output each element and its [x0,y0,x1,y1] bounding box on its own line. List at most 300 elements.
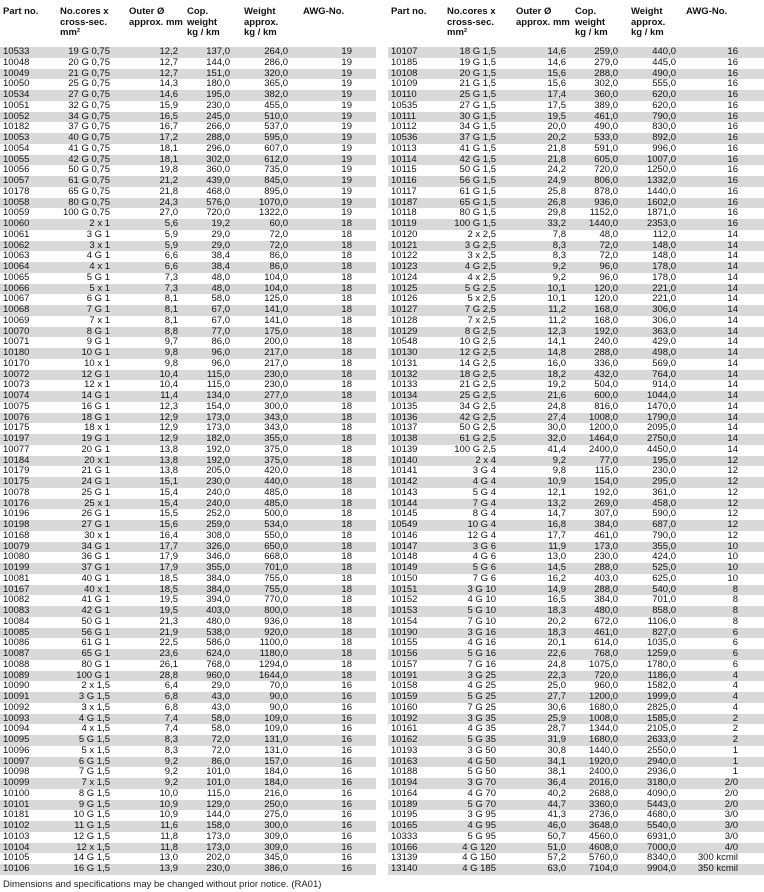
weight-cell: 141,0 [264,314,288,326]
cores-cell: 7 G 4 [472,497,496,509]
weight-cell: 1180,0 [259,648,288,659]
weight-cell: 4450,0 [646,443,676,455]
awg-cell: 19 [341,67,352,79]
cop-weight-cell: 1464,0 [588,433,618,444]
cores-cell: 21 G 0,75 [68,67,110,79]
cop-weight-cell: 288,0 [594,562,618,573]
weight-cell: 86,0 [269,261,288,272]
table-row [0,198,376,209]
cores-cell: 5 G 35 [467,734,496,745]
part-no-cell: 13140 [391,863,418,874]
cores-cell: 21 G 1,5 [459,78,496,90]
part-no-cell: 10120 [391,228,418,240]
cores-cell: 14 G 2,5 [459,357,496,369]
cop-weight-cell: 288,0 [594,67,618,79]
cores-cell: 65 G 1 [81,648,110,659]
part-no-cell: 10153 [391,605,418,616]
outer-diameter-cell: 57,2 [547,852,566,864]
awg-cell: 16 [727,132,738,143]
cop-weight-cell: 72,0 [599,250,618,262]
weight-cell: 550,0 [264,529,288,541]
cores-cell: 12 G 1 [81,368,110,380]
weight-cell: 537,0 [264,121,288,133]
cop-weight-cell: 1920,0 [588,755,618,767]
table-row [388,144,764,155]
cores-cell: 50 G 1,5 [459,164,496,176]
cores-cell: 5 G 1,5 [78,734,110,745]
cop-weight-cell: 173,0 [206,841,230,853]
cop-weight-cell: 2688,0 [588,787,618,799]
outer-diameter-cell: 24,9 [547,175,566,186]
cores-cell: 5 x 1,5 [81,744,110,756]
outer-diameter-cell: 12,7 [159,56,178,68]
part-no-cell: 10113 [391,142,417,154]
cop-weight-cell: 154,0 [594,476,618,487]
part-no-cell: 10067 [3,293,30,305]
awg-cell: 6 [732,648,738,659]
awg-cell: 14 [727,271,738,283]
table-row [388,810,764,821]
cores-cell: 7 G 16 [467,658,496,670]
cop-weight-cell: 48,0 [599,228,618,240]
cores-cell: 5 x 1 [89,282,110,294]
weight-cell: 355,0 [652,540,676,552]
weight-cell: 131,0 [264,744,288,756]
cores-cell: 61 G 1,5 [459,185,496,197]
cop-weight-cell: 960,0 [206,669,230,681]
table-row [388,477,764,488]
cop-weight-cell: 115,0 [206,379,230,391]
part-no-cell: 10131 [391,357,418,369]
cores-cell: 16 G 1,5 [73,863,110,874]
table-row [0,703,376,714]
table-row [0,520,376,531]
weight-cell: 2750,0 [646,433,676,444]
outer-diameter-cell: 21,3 [159,615,178,627]
awg-cell: 8 [732,594,738,606]
awg-cell: 16 [341,787,352,799]
cop-weight-cell: 144,0 [206,809,230,821]
cop-weight-cell: 279,0 [594,56,618,68]
weight-cell: 2550,0 [646,744,676,756]
part-no-cell: 10199 [3,562,30,573]
table-row [0,821,376,832]
cop-weight-cell: 58,0 [211,723,230,735]
cop-weight-cell: 245,0 [206,110,230,122]
table-row [0,359,376,370]
weight-cell: 221,0 [652,282,676,294]
outer-diameter-cell: 6,6 [164,261,178,272]
outer-diameter-cell: 25,0 [547,680,566,692]
outer-diameter-cell: 50,7 [547,830,566,842]
outer-diameter-cell: 6,8 [164,701,178,713]
table-row [388,767,764,778]
cop-weight-cell: 96,0 [211,347,230,358]
outer-diameter-cell: 12,7 [159,67,178,79]
outer-diameter-cell: 11,8 [160,830,178,842]
awg-cell: 12 [727,508,738,520]
awg-cell: 16 [341,830,352,842]
awg-cell: 18 [341,433,352,444]
weight-cell: 2095,0 [646,422,676,434]
cores-cell: 5 G 16 [467,648,496,659]
table-row [0,155,376,166]
part-no-cell: 10088 [3,658,30,670]
part-no-cell: 10051 [3,99,30,111]
cop-weight-cell: 336,0 [594,357,618,369]
cop-weight-cell: 266,0 [206,121,230,133]
weight-cell: 595,0 [264,132,288,143]
part-no-cell: 10083 [3,605,30,616]
outer-diameter-cell: 7,8 [552,228,566,240]
cores-cell: 3 G 1,5 [78,691,110,702]
awg-cell: 18 [341,218,352,229]
table-row [0,638,376,649]
cores-cell: 14 G 1 [81,390,110,401]
awg-cell: 19 [341,153,352,165]
part-no-cell: 10141 [391,465,418,477]
outer-diameter-cell: 10,1 [547,293,566,305]
cores-cell: 24 G 1 [81,476,110,487]
outer-diameter-cell: 7,4 [164,723,178,735]
outer-diameter-cell: 5,9 [164,239,178,251]
table-row [0,789,376,800]
outer-diameter-cell: 19,5 [547,110,566,122]
part-no-cell: 10162 [391,734,418,745]
outer-diameter-cell: 24,2 [547,164,566,176]
part-no-cell: 10168 [3,529,30,541]
awg-cell: 8 [732,615,738,627]
weight-cell: 375,0 [264,443,288,455]
part-no-cell: 10196 [3,508,30,520]
outer-diameter-cell: 11,4 [160,390,178,401]
outer-diameter-cell: 11,2 [548,304,566,315]
table-row [0,47,376,58]
cop-weight-cell: 144,0 [206,56,230,68]
outer-diameter-cell: 30,8 [547,744,566,756]
cop-weight-cell: 115,0 [594,465,618,477]
cores-cell: 7 G 25 [467,701,496,713]
weight-cell: 4090,0 [646,787,676,799]
cop-weight-cell: 192,0 [206,454,230,466]
cop-weight-cell: 1008,0 [588,712,618,724]
table-row [388,413,764,424]
table-row [0,724,376,735]
awg-cell: 16 [341,744,352,756]
awg-cell: 10 [727,540,738,552]
cores-cell: 3 G 95 [467,809,496,821]
part-no-cell: 10081 [3,572,30,584]
cores-cell: 5 G 95 [467,830,496,842]
outer-diameter-cell: 9,2 [552,454,566,466]
weight-cell: 555,0 [652,78,676,90]
table-row [388,198,764,209]
part-no-cell: 10126 [391,293,418,305]
weight-cell: 250,0 [264,798,288,810]
cop-weight-cell: 269,0 [594,497,618,509]
cop-weight-cell: 154,0 [206,400,230,412]
part-no-cell: 10098 [3,766,30,778]
part-no-cell: 10190 [391,626,418,638]
header-cop-weight: Cop. weight kg / km [187,6,220,38]
cop-weight-cell: 288,0 [206,132,230,143]
awg-cell: 19 [341,196,352,208]
cores-cell: 36 G 1 [81,551,110,563]
awg-cell: 19 [341,164,352,176]
weight-cell: 382,0 [264,89,288,100]
awg-cell: 19 [341,99,352,111]
awg-cell: 18 [341,486,352,498]
weight-cell: 429,0 [652,336,676,348]
outer-diameter-cell: 14,3 [159,78,178,90]
outer-diameter-cell: 16,2 [547,572,566,584]
outer-diameter-cell: 16,5 [159,110,178,122]
outer-diameter-cell: 19,5 [159,594,178,606]
cores-cell: 5 x 2,5 [467,293,496,305]
awg-cell: 300 kcmil [697,852,738,864]
weight-cell: 363,0 [652,325,676,337]
cores-cell: 4 G 95 [467,820,496,831]
cop-weight-cell: 1200,0 [588,422,618,434]
awg-cell: 16 [341,852,352,864]
cop-weight-cell: 205,0 [206,465,230,477]
cores-cell: 80 G 0,75 [68,196,110,208]
part-no-cell: 10128 [391,314,418,326]
part-no-cell: 10194 [391,777,418,788]
awg-cell: 19 [341,78,352,90]
outer-diameter-cell: 12,1 [547,486,566,498]
cop-weight-cell: 384,0 [206,583,230,595]
right-table-header [388,4,764,47]
weight-cell: 178,0 [652,261,676,272]
weight-cell: 184,0 [264,777,288,788]
awg-cell: 2 [732,723,738,735]
weight-cell: 490,0 [652,67,676,79]
awg-cell: 18 [341,465,352,477]
cores-cell: 42 G 1 [81,605,110,616]
awg-cell: 18 [341,529,352,541]
outer-diameter-cell: 8,1 [164,304,178,315]
weight-cell: 569,0 [652,357,676,369]
awg-cell: 19 [341,175,352,186]
cores-cell: 4 G 6 [472,551,496,563]
cores-cell: 4 G 1,5 [78,712,110,724]
awg-cell: 14 [727,325,738,337]
part-no-cell: 10062 [3,239,30,251]
awg-cell: 18 [341,304,352,315]
cop-weight-cell: 2400,0 [588,443,618,455]
cop-weight-cell: 168,0 [594,314,618,326]
part-no-cell: 10124 [391,271,418,283]
cop-weight-cell: 384,0 [594,594,618,606]
outer-diameter-cell: 10,4 [159,379,178,391]
table-row [0,488,376,499]
weight-cell: 440,0 [652,46,676,57]
cop-weight-cell: 29,0 [211,680,230,692]
part-no-cell: 10159 [391,691,418,702]
part-no-cell: 10142 [391,476,418,487]
part-no-cell: 10125 [391,282,418,294]
part-no-cell: 10064 [3,261,30,272]
cores-cell: 10 G 1 [81,347,110,358]
weight-cell: 230,0 [264,368,288,380]
table-row [0,800,376,811]
outer-diameter-cell: 20,0 [547,121,566,133]
cores-cell: 3 G 4 [472,465,496,477]
weight-cell: 1322,0 [258,207,288,219]
cores-cell: 8 G 2,5 [464,325,496,337]
part-no-cell: 10105 [3,852,30,864]
cop-weight-cell: 252,0 [206,508,230,520]
table-row [0,767,376,778]
cop-weight-cell: 96,0 [599,271,618,283]
cop-weight-cell: 302,0 [206,153,230,165]
awg-cell: 2/0 [724,798,738,810]
cop-weight-cell: 480,0 [594,605,618,616]
cop-weight-cell: 1008,0 [588,411,618,423]
part-no-cell: 10533 [3,46,30,57]
cores-cell: 3 G 16 [467,626,496,638]
cop-weight-cell: 230,0 [594,551,618,563]
cop-weight-cell: 768,0 [594,648,618,659]
cop-weight-cell: 48,0 [211,282,230,294]
part-no-cell: 10107 [391,46,418,57]
cores-cell: 20 G 1,5 [459,67,496,79]
cop-weight-cell: 137,0 [206,46,230,57]
part-no-cell: 10158 [391,680,418,692]
part-no-cell: 10165 [391,820,418,831]
weight-cell: 625,0 [652,572,676,584]
awg-cell: 16 [727,207,738,219]
cores-cell: 5 G 2,5 [464,282,496,294]
weight-cell: 1790,0 [646,411,676,423]
table-row [0,273,376,284]
cores-cell: 3 G 50 [467,744,496,756]
part-no-cell: 10118 [391,207,417,219]
cop-weight-cell: 720,0 [594,669,618,681]
right-table [388,4,764,875]
outer-diameter-cell: 11,9 [548,540,566,552]
table-row [0,69,376,80]
weight-cell: 2825,0 [646,701,676,713]
awg-cell: 12 [727,476,738,487]
cores-cell: 6 G 1,5 [78,755,110,767]
awg-cell: 16 [341,680,352,692]
awg-cell: 4 [732,669,738,681]
table-row [388,531,764,542]
table-row [0,230,376,241]
weight-cell: 5443,0 [646,798,676,810]
outer-diameter-cell: 16,8 [547,519,566,530]
outer-diameter-cell: 5,6 [164,218,178,229]
outer-diameter-cell: 19,2 [547,379,566,391]
outer-diameter-cell: 13,8 [159,465,178,477]
cop-weight-cell: 308,0 [206,529,230,541]
awg-cell: 19 [341,46,352,57]
awg-cell: 16 [727,153,738,165]
outer-diameter-cell: 38,1 [547,766,566,778]
weight-cell: 2353,0 [646,218,676,229]
cores-cell: 3 G 6 [472,540,496,552]
part-no-cell: 10082 [3,594,30,606]
weight-cell: 306,0 [652,304,676,315]
weight-cell: 309,0 [264,830,288,842]
cop-weight-cell: 360,0 [594,89,618,100]
cop-weight-cell: 3648,0 [588,820,618,831]
awg-cell: 18 [341,637,352,649]
part-no-cell: 10146 [391,529,418,541]
outer-diameter-cell: 44,7 [547,798,566,810]
table-row [0,434,376,445]
weight-cell: 4680,0 [646,809,676,821]
part-no-cell: 10069 [3,314,30,326]
weight-cell: 1871,0 [646,207,676,219]
part-no-cell: 10085 [3,626,30,638]
awg-cell: 16 [341,691,352,702]
table-row [388,617,764,628]
outer-diameter-cell: 17,9 [159,551,178,563]
table-row [388,466,764,477]
part-no-cell: 10053 [3,132,30,143]
part-no-cell: 10073 [3,379,30,391]
table-row [388,821,764,832]
weight-cell: 1044,0 [646,390,676,401]
outer-diameter-cell: 15,6 [159,519,178,530]
cores-cell: 61 G 0,75 [68,175,110,186]
cores-cell: 7 G 6 [472,572,496,584]
outer-diameter-cell: 10,9 [159,798,178,810]
cop-weight-cell: 86,0 [211,755,230,767]
weight-cell: 230,0 [652,465,676,477]
awg-cell: 16 [341,734,352,745]
part-no-cell: 10191 [391,669,418,681]
left-table [0,4,376,875]
weight-cell: 687,0 [652,519,676,530]
cores-cell: 4 G 70 [467,787,496,799]
table-row [0,499,376,510]
cop-weight-cell: 461,0 [594,529,618,541]
outer-diameter-cell: 28,7 [547,723,566,735]
awg-cell: 14 [727,228,738,240]
cores-cell: 5 G 10 [467,605,496,616]
part-no-cell: 10066 [3,282,30,294]
part-no-cell: 10178 [3,185,30,197]
part-no-cell: 10061 [3,228,30,240]
awg-cell: 18 [341,325,352,337]
weight-cell: 895,0 [264,185,288,197]
part-no-cell: 10054 [3,142,30,154]
outer-diameter-cell: 27,0 [159,207,178,219]
outer-diameter-cell: 14,6 [547,56,566,68]
part-no-cell: 10055 [3,153,30,165]
table-row [0,391,376,402]
cop-weight-cell: 120,0 [594,293,618,305]
awg-cell: 3/0 [724,809,738,821]
part-no-cell: 10137 [391,422,418,434]
part-no-cell: 13139 [391,852,418,864]
cores-cell: 20 G 1 [81,443,110,455]
weight-cell: 131,0 [264,734,288,745]
cores-cell: 30 G 1,5 [459,110,496,122]
awg-cell: 12 [727,529,738,541]
outer-diameter-cell: 26,8 [547,196,566,208]
awg-cell: 16 [727,78,738,90]
cop-weight-cell: 355,0 [206,562,230,573]
header-part-no: Part no. [391,6,427,17]
cores-cell: 34 G 0,75 [68,110,110,122]
table-row [388,864,764,875]
table-row [0,284,376,295]
